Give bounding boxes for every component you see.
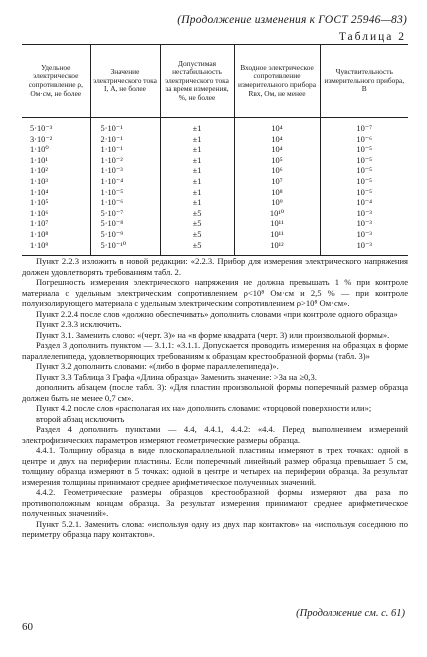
- paragraph: 4.4.1. Толщину образца в виде плоскопараллельной пластины измеряют в трех точках: одной в центре и двух на периферии пластины. Если поперечный линейный размер образца превышает 5 см, толщину образца измеряют в 5 точках: одной в центре и четырех на периферии образца. За результат измерения толщины принимают среднее арифметическое полученных значений.: [22, 445, 408, 487]
- col-header-instability: Допустимая нестабильность электрического тока за время измерения, %, не более: [160, 45, 234, 118]
- cell: 10¹²: [234, 241, 320, 256]
- cell: 10¹¹: [234, 219, 320, 230]
- paragraph: Раздел 3 дополнить пунктом — 3.1.1: «3.1.1. Допускается проводить измерения на образцах в форме параллелепипеда, удовлетворяющих требованиям к образцам крестообразной формы (табл. 3)»: [22, 340, 408, 361]
- cell: ±5: [160, 230, 234, 241]
- table-row: [22, 156, 408, 167]
- body-text: [22, 256, 408, 540]
- table-row: [22, 230, 408, 241]
- cell: ±5: [160, 209, 234, 220]
- table-row: [22, 118, 408, 135]
- continuation-header: (Продолжение изменения к ГОСТ 25946—83): [177, 14, 407, 26]
- cell: 1·10⁰: [30, 145, 49, 155]
- paragraph: Раздел 4 дополнить пунктами — 4.4, 4.4.1, 4.4.2: «4.4. Перед выполнением измерений электрофизических параметров измеряют геометрические размеры образца.: [22, 424, 408, 445]
- cell: 10⁴: [234, 145, 320, 156]
- table-row: [22, 145, 408, 156]
- continuation-note: (Продолжение см. с. 61): [296, 608, 405, 619]
- table-row: [22, 188, 408, 199]
- cell: 1·10⁻⁶: [90, 198, 160, 209]
- cell: 5·10⁻¹⁰: [90, 241, 160, 256]
- cell: 10¹¹: [234, 230, 320, 241]
- paragraph: Пункт 3.1. Заменить слово: «(черт. 3)» на «в форме квадрата (черт. 3) или произвольной формы».: [36, 329, 390, 340]
- cell: 10⁻⁴: [320, 198, 408, 209]
- cell: 1·10⁴: [30, 187, 49, 197]
- cell: 10⁸: [234, 188, 320, 199]
- cell: 1·10¹: [30, 155, 48, 165]
- cell: 1·10⁻²: [90, 156, 160, 167]
- cell: 10⁻³: [320, 209, 408, 220]
- paragraph: второй абзац исключить: [36, 413, 125, 424]
- paragraph: Пункт 2.2.4 после слов «должно обеспечивать» дополнить словами «при контроле одного образца»: [36, 308, 398, 319]
- table-row: [22, 241, 408, 256]
- cell: 1·10³: [30, 176, 48, 186]
- cell: 10⁶: [234, 166, 320, 177]
- cell: ±1: [160, 198, 234, 209]
- table-row: [22, 135, 408, 146]
- table-header-row: [22, 45, 408, 118]
- page-number: 60: [22, 621, 33, 633]
- cell: ±1: [160, 177, 234, 188]
- paragraph: Пункт 2.3.3 исключить.: [36, 319, 122, 329]
- cell: 2·10⁻¹: [90, 135, 160, 146]
- paragraph: дополнить абзацем (после табл. 3): «Для пластин произвольной формы поперечный размер образца должен быть не менее 0,7 см».: [22, 382, 408, 403]
- cell: 10⁴: [234, 135, 320, 146]
- cell: 1·10⁻³: [90, 166, 160, 177]
- cell: 10⁻⁷: [320, 118, 408, 135]
- cell: 1·10⁸: [30, 229, 49, 239]
- paragraph: Пункт 3.3 Таблица 3 Графа «Длина образца» Заменить значение: >3a на ≥0,3.: [36, 371, 317, 382]
- cell: ±1: [160, 135, 234, 146]
- cell: 10⁻⁵: [320, 145, 408, 156]
- cell: 10⁹: [234, 198, 320, 209]
- cell: ±1: [160, 166, 234, 177]
- cell: 5·10⁻⁹: [90, 230, 160, 241]
- paragraph: Пункт 2.2.3 изложить в новой редакции: «2.2.3. Прибор для измерения электрического напряжения должен удовлетворять требованиям табл. 2.: [22, 256, 408, 277]
- cell: ±1: [160, 118, 234, 135]
- cell: 1·10⁷: [30, 219, 49, 229]
- cell: 10¹⁰: [234, 209, 320, 220]
- table-row: [22, 177, 408, 188]
- cell: 1·10⁻⁴: [90, 177, 160, 188]
- cell: ±5: [160, 219, 234, 230]
- cell: 5·10⁻⁷: [90, 209, 160, 220]
- cell: 10⁷: [234, 177, 320, 188]
- cell: 10⁻⁵: [320, 177, 408, 188]
- table-row: [22, 219, 408, 230]
- cell: 1·10⁹: [30, 240, 49, 250]
- col-header-current: Значение электрического тока I, А, не более: [90, 45, 160, 118]
- cell: 10⁻⁶: [320, 135, 408, 146]
- paragraph: Погрешность измерения электрического напряжения не должна превышать 1 % при контроле материала с удельным электрическим сопротивлением ρ<10⁸ Ом·см и 2,5 % — при контроле полуизолирующего материала с удельным электрическим сопротивлением ρ>10⁸ Ом·см».: [22, 277, 408, 308]
- paragraph: Пункт 3.2 дополнить словами: «(либо в форме параллелепипеда)».: [36, 361, 279, 371]
- cell: 10⁻³: [320, 241, 408, 256]
- table-row: [22, 166, 408, 177]
- table-2: [22, 44, 408, 256]
- cell: ±1: [160, 188, 234, 199]
- cell: 10⁻³: [320, 219, 408, 230]
- cell: ±5: [160, 241, 234, 256]
- cell: 1·10⁻¹: [90, 145, 160, 156]
- cell: 10⁴: [234, 118, 320, 135]
- cell: 1·10⁶: [30, 208, 49, 218]
- cell: 1·10⁻⁵: [90, 188, 160, 199]
- paragraph: Пункт 5.2.1. Заменить слова: «используя одну из двух пар контактов» на «используя соседнюю по периметру образца пару контактов».: [22, 518, 408, 539]
- cell: 10⁻⁵: [320, 166, 408, 177]
- cell: 10⁻⁵: [320, 156, 408, 167]
- cell: 5·10⁻¹: [90, 118, 160, 135]
- table-row: [22, 209, 408, 220]
- cell: 5·10⁻³: [30, 124, 53, 133]
- paragraph: Пункт 4.2 после слов «располагая их на» дополнить словами: «торцовой поверхности или»;: [36, 403, 372, 413]
- cell: 10⁵: [234, 156, 320, 167]
- cell: 1·10²: [30, 166, 48, 176]
- col-header-input-resistance: Входное электрическое сопротивление измерительного прибора Rвх, Ом, не менее: [234, 45, 320, 118]
- cell: ±1: [160, 156, 234, 167]
- table-row: [22, 198, 408, 209]
- table-label: Таблица 2: [338, 31, 406, 43]
- cell: 10⁻⁵: [320, 188, 408, 199]
- col-header-sensitivity: Чувствительность измерительного прибора, В: [320, 45, 408, 118]
- cell: 3·10⁻²: [30, 134, 53, 144]
- cell: 10⁻³: [320, 230, 408, 241]
- paragraph: 4.4.2. Геометрические размеры образцов крестообразной формы измеряют два раза по противоположным концам образца. За результат измерения принимают среднее арифметическое полученных значений».: [22, 487, 408, 518]
- cell: 1·10⁵: [30, 198, 49, 208]
- cell: ±1: [160, 145, 234, 156]
- col-header-resistivity: Удельное электрическое сопротивление ρ, Ом·см, не более: [22, 45, 90, 118]
- cell: 5·10⁻⁸: [90, 219, 160, 230]
